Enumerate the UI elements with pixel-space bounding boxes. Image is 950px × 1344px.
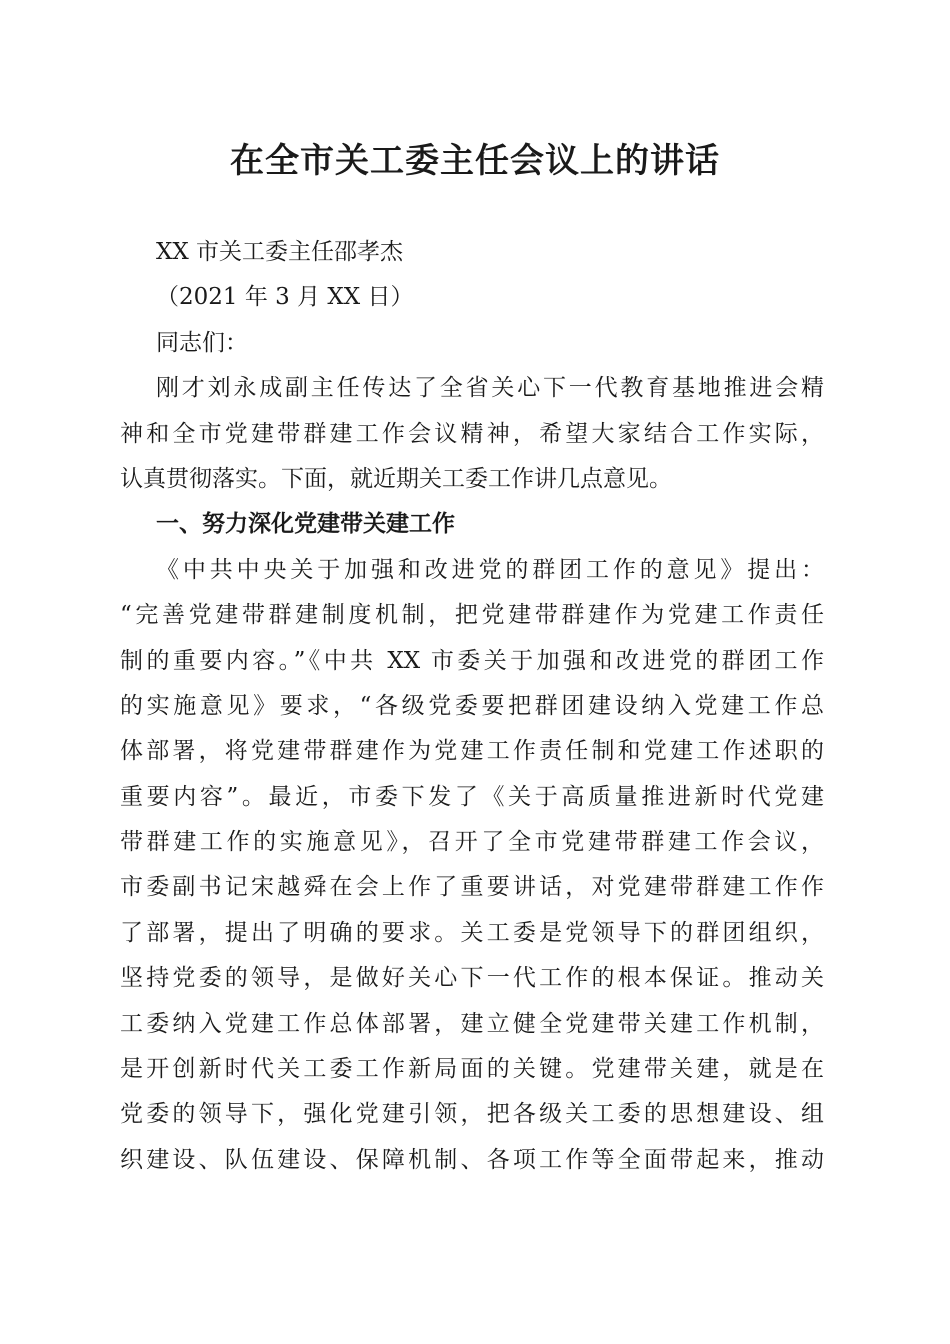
paragraph-line: 刚才刘永成副主任传达了全省关心下一代教育基地推进会精 [156, 375, 824, 402]
paragraph-line: “完善党建带群建制度机制，把党建带群建作为党建工作责任 [120, 602, 824, 629]
paragraph-line: 带群建工作的实施意见》，召开了全市党建带群建工作会议， [120, 829, 824, 856]
paragraph-line: 是开创新时代关工委工作新局面的关键。党建带关建，就是在 [120, 1056, 824, 1083]
paragraph-line: 重要内容”。最近，市委下发了《关于高质量推进新时代党建 [120, 783, 824, 810]
paragraph-line: 制的重要内容。”《中共 XX 市委关于加强和改进党的群团工作 [120, 647, 824, 674]
paragraph-1 [120, 366, 824, 502]
section-heading: 一、努力深化党建带关建工作 [156, 511, 455, 538]
paragraph-line: 体部署，将党建带群建作为党建工作责任制和党建工作述职的 [120, 738, 824, 765]
author-line: XX 市关工委主任邵孝杰 [156, 239, 404, 265]
paragraph-line: 工委纳入党建工作总体部署，建立健全党建带关建工作机制， [120, 1010, 824, 1037]
date-line: （2021 年 3 月 XX 日） [156, 284, 414, 311]
document-title: 在全市关工委主任会议上的讲话 [230, 141, 720, 181]
paragraph-line: 党委的领导下，强化党建引领，把各级关工委的思想建设、组 [120, 1101, 824, 1128]
paragraph-line: 了部署，提出了明确的要求。关工委是党领导下的群团组织， [120, 919, 824, 946]
salutation: 同志们： [156, 329, 248, 356]
document-body [120, 230, 824, 1183]
paragraph-2 [120, 548, 824, 1183]
paragraph-line: 《中共中央关于加强和改进党的群团工作的意见》提出： [156, 556, 824, 583]
paragraph-line: 坚持党委的领导，是做好关心下一代工作的根本保证。推动关 [120, 965, 824, 992]
paragraph-line: 的实施意见》要求，“各级党委要把群团建设纳入党建工作总 [120, 692, 824, 719]
paragraph-line: 织建设、队伍建设、保障机制、各项工作等全面带起来，推动 [120, 1146, 824, 1173]
paragraph-line: 市委副书记宋越舜在会上作了重要讲话，对党建带群建工作作 [120, 874, 824, 901]
paragraph-line: 神和全市党建带群建工作会议精神，希望大家结合工作实际， [120, 420, 824, 447]
paragraph-line: 认真贯彻落实。下面，就近期关工委工作讲几点意见。 [120, 465, 672, 492]
